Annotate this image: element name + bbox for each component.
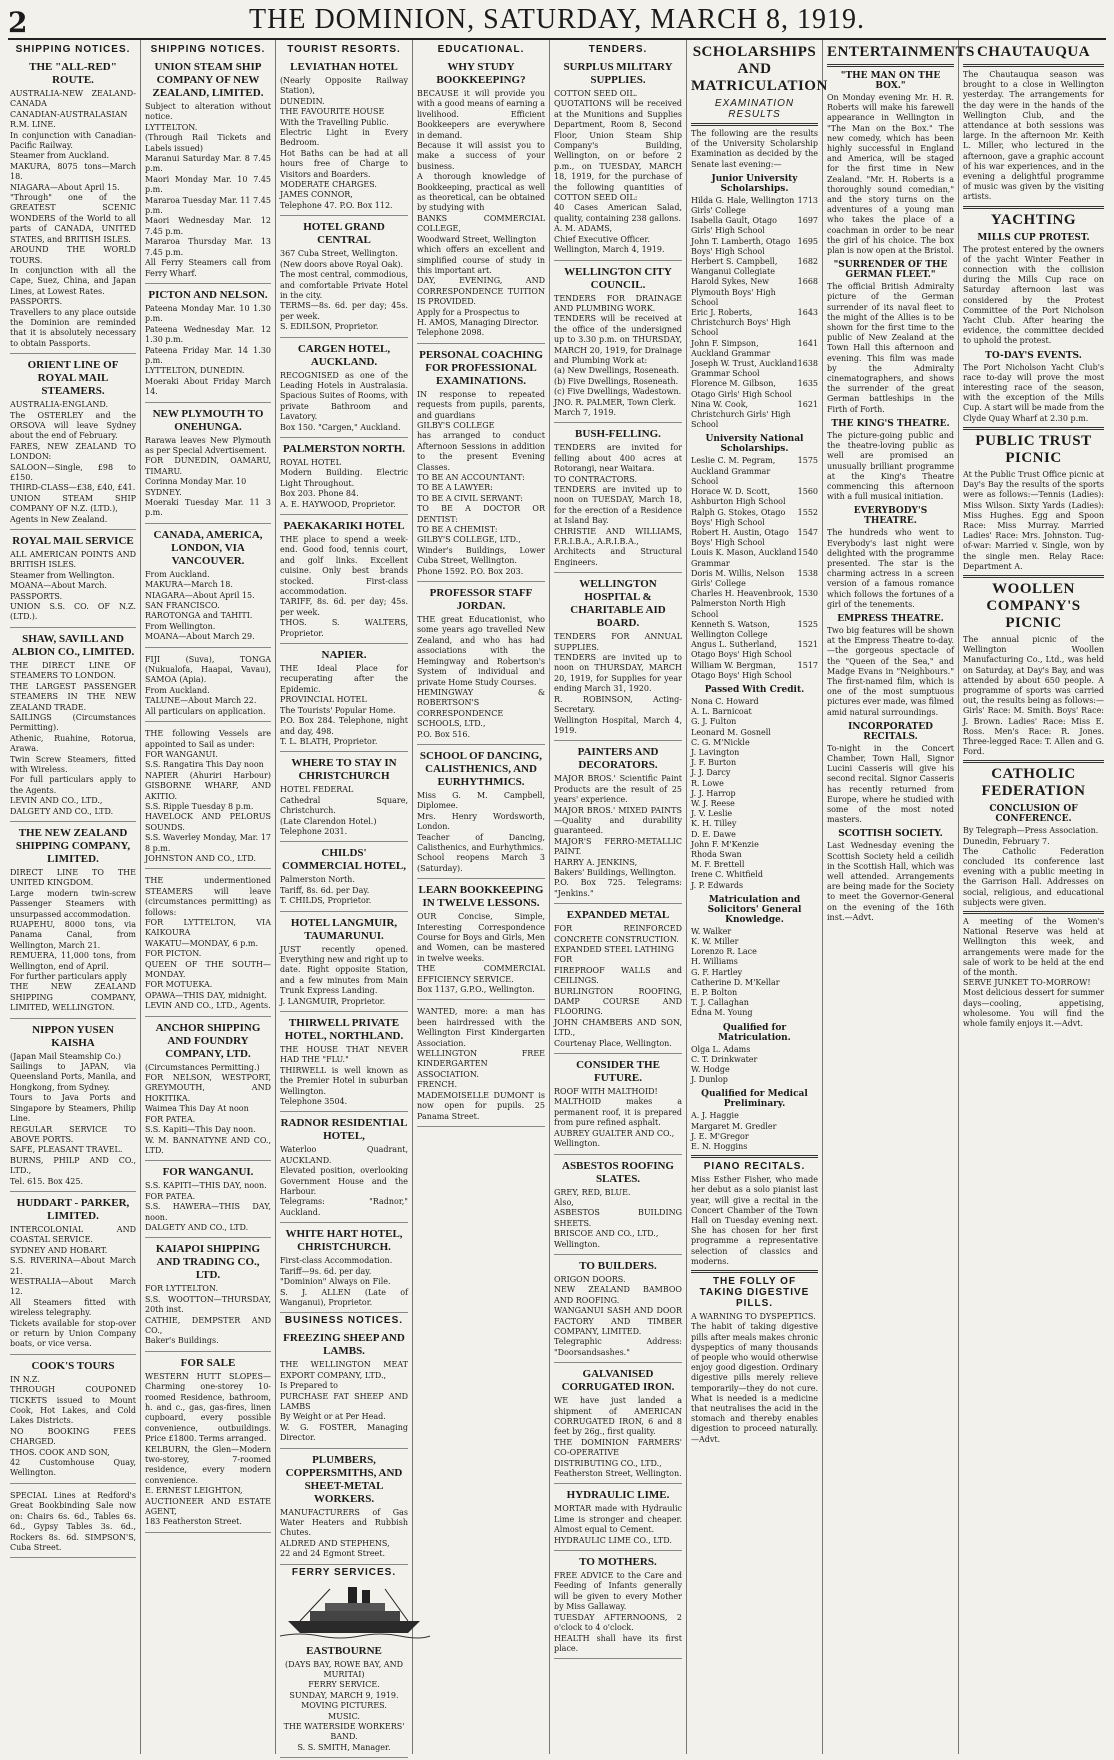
advertisement (554, 58, 682, 261)
ad-body: FIJI (Suva), TONGA (Nukualofa, Haapai, Vavau), SAMOA (Apia). From Auckland. TALUNE—About March 22. All particulars on application. (145, 654, 271, 716)
candidate-marks: 1621 (797, 399, 818, 409)
qualified-matric-heading: Qualified for Matriculation. (718, 1022, 791, 1043)
ad-body: HOTEL FEDERAL Cathedral Square, Christchurch. (Late Clarendon Hotel.) Telephone 2031. (280, 785, 408, 836)
ad-title: NIPPON YUSEN KAISHA (32, 1023, 114, 1049)
ad-body: FREE ADVICE to the Care and Feeding of Infants generally will be given to every Mother by Miss Gallaway. TUESDAY AFTERNOONS, 2 o'clock to 4 o'clock. HEALTH shall have its first place. (554, 1571, 682, 1653)
ad-body: RECOGNISED as one of the Leading Hotels in Australasia. Spacious Suites of Rooms, with private Bathroom and Lavatory. Box 150. "Cargen," Auckland. (280, 370, 408, 432)
advertisement (417, 881, 545, 1000)
ad-title: PROFESSOR STAFF JORDAN. (429, 587, 533, 613)
result-row (691, 216, 818, 236)
public-trust-text: At the Public Trust Office picnic at Day's Bay the results of the sports were as follows:—Tennis (Ladies): Miss Wilson. Sixty Yards (Ladies): Miss Hughes. Egg and Spoon Race: Miss Murray. Married Ladies' Race: Mrs. Johnston. Tug-of-war: Married v. Single, won by the single men. Relay Race: Department A. (963, 469, 1104, 571)
ad-body: WANTED, more: a man has been hairdressed with the Wellington First Kindergarten Association. WELLINGTON FREE KINDERGARTEN ASSOCIATION. FRENCH. MADEMOISELLE DUMONT is now open for pupils. 25 Panama Street. (417, 1007, 545, 1121)
advertisement (554, 1157, 682, 1255)
columns (6, 40, 1108, 1754)
candidate-name: Florence M. Gilbson, Otago Girls' High School (691, 379, 792, 399)
candidate-marks: 1538 (797, 568, 818, 578)
ad-list (417, 58, 545, 1127)
ferry-header: FERRY SERVICES. (291, 1566, 397, 1578)
section-header: TENDERS. (588, 44, 648, 55)
candidate-marks: 1643 (797, 308, 818, 318)
ad-body: OUR Concise, Simple, Interesting Correspondence Course for Boys and Girls, Men and Women, can be mastered in twelve weeks. THE COMMERCIAL EFFICIENCY SERVICE. Box 1137, G.P.O., Wellington. (417, 912, 545, 995)
advertisement (417, 584, 545, 745)
result-row (691, 569, 818, 589)
ad-body: THE Ideal Place for recuperating after the Epidemic. PROVINCIAL HOTEL The Tourists' Popular Home. P.O. Box 284. Telephone, night and day, 498. T. L. BLATH, Proprietor. (280, 664, 408, 746)
ad-title: NAPIER. (321, 649, 367, 662)
candidate-name: William W. Bergman, Otago Boys' High School (691, 660, 792, 680)
result-row (691, 528, 818, 548)
ad-body: JUST recently opened. Everything new and right up to date. Right opposite Station, and a few minutes from Main Trunk Express Landing. J. LANGMUIR, Proprietor. (280, 944, 408, 1006)
advertisement (554, 1056, 682, 1154)
advertisement (417, 1002, 545, 1126)
candidate-name: Joseph W. Trust, Auckland Grammar School (691, 359, 798, 379)
advertisement (280, 1014, 408, 1112)
todays-events-text: The Port Nicholson Yacht Club's race to-day will prove the most interesting race of the season, with the exception of the Mills Cup. A start will be made from the Clyde Quay Wharf at 2.30 p.m. (963, 362, 1104, 423)
german-fleet-heading: "SURRENDER OF THE GERMAN FLEET." (833, 260, 948, 281)
result-row (691, 277, 818, 308)
advertisement (280, 517, 408, 644)
catholic-conference-text: By Telegraph—Press Association. Dunedin, February 7. The Catholic Federation concluded its conference last evening with a public meeting in the Garrison Hall. Addresses on social, religious, and educational subjects were given. (963, 826, 1104, 907)
candidate-marks: 1547 (797, 527, 818, 537)
candidate-name: Hilda G. Hale, Wellington Girls' College (691, 195, 795, 216)
mills-cup-text: The protest entered by the owners of the yacht Winter Feather in connection with the collision during the Mills Cup race on Saturday afternoon last was considered by the Protest Committee of the Port Nicholson Yacht Club. After hearing the evidence, the committee decided to uphold the protest. (963, 244, 1104, 346)
advertisement (554, 575, 682, 741)
ad-body: SPECIAL Lines at Redford's Great Bookbinding Sale now on: Chairs 6s. 6d., Tables 6s. 6d., Gypsy Tables 3s. 6d., Rockers 8s. 6d. SIMPSON'S, Cuba Street. (10, 1490, 136, 1552)
advertisement (280, 440, 408, 515)
ferry-ad-title: EASTBOURNE (306, 1644, 382, 1657)
ad-body: MANUFACTURERS of Gas Water Heaters and Rubbish Chutes. ALDRED AND STEPHENS, 22 and 24 Egmont Street. (280, 1507, 408, 1559)
column-shipping-1 (6, 40, 141, 1754)
result-row (691, 196, 818, 216)
candidate-name: Angus L. Sutherland, Otago Boys' High School (691, 640, 792, 660)
empress-theatre-heading: EMPRESS THEATRE. (837, 613, 944, 624)
mills-cup-heading: MILLS CUP PROTEST. (977, 232, 1090, 243)
ad-title: BUSH-FELLING. (575, 428, 661, 441)
advertisement (280, 844, 408, 911)
candidate-marks: 1552 (797, 507, 818, 517)
result-row (691, 379, 818, 399)
result-row (691, 400, 818, 431)
advertisement (10, 1357, 136, 1484)
ad-body: Miss G. M. Campbell, Diplomee. Mrs. Henry Wordsworth, London. Teacher of Dancing, Calisthenics, and Eurhythmics. School reopens March 3 (Saturday). (417, 790, 545, 873)
candidate-marks: 1560 (797, 487, 818, 497)
ad-title: ANCHOR SHIPPING AND FOUNDRY COMPANY, LTD. (155, 1021, 261, 1060)
ad-title: WELLINGTON CITY COUNCIL. (564, 265, 672, 291)
ad-title: RADNOR RESIDENTIAL HOTEL, (280, 1117, 408, 1143)
ad-body: MAJOR BROS.' Scientific Paint Products are the result of 25 years' experience. MAJOR BROS.' MIXED PAINTS—Quality and durability guaranteed. MAJOR'S FERRO-METALLIC PAINT. HARRY A. JENKINS, Bakers' Buildings, Wellington. P.O. Box 725. Telegrams: "Jenkins." (554, 774, 682, 898)
advertisement (145, 1354, 271, 1533)
advertisement (145, 286, 271, 403)
ad-body: WE have just landed a shipment of AMERICAN CORRUGATED IRON, 6 and 8 feet by 26g., first quality. THE DOMINION FARMERS' CO-OPERATIVE DISTRIBUTING CO., LTD., Featherston Street, Wellington. (554, 1396, 682, 1479)
candidate-name: Ralph G. Stokes, Otago Boys' High School (691, 507, 786, 527)
ad-body: IN response to repeated requests from pupils, parents, and guardians GILBY'S COLLEGE has arranged to conduct Afternoon Sessions in addition to the present Evening Classes. TO BE AN ACCOUNTANT: TO BE A LAWYER: TO BE A CIVIL SERVANT: TO BE A DOCTOR OR DENTIST: TO BE A CHEMIST: GILBY'S COLLEGE, LTD., Winder's Buildings, Lower Cuba Street, Wellington. Phone 1592. P.O. Box 203. (417, 389, 545, 576)
scottish-society-heading: SCOTTISH SOCIETY. (838, 829, 943, 840)
column-chautauqua (959, 40, 1108, 1754)
matric-solicitors-heading: Matriculation and Solicitors' General Knowledge. (707, 894, 802, 925)
advertisement (554, 743, 682, 904)
kings-theatre-text: The picture-going public and the theatre-loving public as well are promised an unusually brilliant programme at the King's Theatre commencing this afternoon with a full musical initiation. (827, 430, 954, 502)
ad-title: COOK'S TOURS (31, 1359, 115, 1372)
advertisement (554, 1257, 682, 1363)
ad-list (10, 58, 136, 1558)
piano-recitals-header: PIANO RECITALS. (703, 1161, 806, 1173)
piano-recitals-text: Miss Esther Fisher, who made her debut as a solo pianist last year, will give a recital in the Concert Chamber of the Town Hall on Tuesday evening next. She has chosen for her first programme a representative selection of classics and moderns. (691, 1175, 818, 1266)
ad-body: DIRECT LINE TO THE UNITED KINGDOM. Large modern twin-screw Passenger Steamers with unsurpassed accommodation. RUAPEHU, 8000 tons, via Panama Canal, from Wellington, March 21. REMUERA, 11,000 tons, from Wellington, end of April. For further particulars apply THE NEW ZEALAND SHIPPING COMPANY, LIMITED, WELLINGTON. (10, 867, 136, 1013)
ad-body: Rarawa leaves New Plymouth as per Special Advertisement. FOR DUNEDIN, OAMARU, TIMARU. Corinna Monday Mar. 10 SYDNEY. Moeraki Tuesday Mar. 11 3 p.m. (145, 435, 271, 518)
column-entertainments (823, 40, 975, 1754)
advertisement (554, 263, 682, 424)
ad-body: THE DIRECT LINE OF STEAMERS TO LONDON. THE LARGEST PASSENGER STEAMERS IN THE NEW ZEALAND TRADE. SAILINGS (Circumstances Permitting). Athenic, Ruahine, Rotorua, Arawa. Twin Screw Steamers, fitted with Wireless. For full particulars apply to the Agents. LEVIN AND CO., LTD., DALGETY AND CO., LTD. (10, 660, 136, 816)
advertisement (417, 58, 545, 344)
advertisement (417, 747, 545, 879)
advertisement (554, 425, 682, 573)
candidate-name: Eric J. Roberts, Christchurch Boys' High School (691, 308, 791, 338)
advertisement (554, 1486, 682, 1551)
ad-title: THE NEW ZEALAND SHIPPING COMPANY, LIMITED. (15, 826, 131, 865)
ad-list (280, 58, 408, 1313)
ad-body: THE great Educationist, who some years ago travelled New Zealand, and who has had associations with the Hemingway and Robertson's System of individual and private Home Study Courses. HEMINGWAY & ROBERTSON'S CORRESPONDENCE SCHOOLS, LTD., P.O. Box 516. (417, 615, 545, 739)
candidate-marks: 1697 (797, 216, 818, 226)
ad-title: PALMERSTON NORTH. (282, 442, 406, 455)
ad-body: THE WELLINGTON MEAT EXPORT COMPANY, LTD., Is Prepared to PURCHASE FAT SHEEP AND LAMBS By Weight or at Per Head. W. G. FOSTER, Managing Director. (280, 1360, 408, 1443)
ad-title: LEVIATHAN HOTEL (290, 61, 398, 73)
candidate-name: Leslie C. M. Pegram, Auckland Grammar School (691, 456, 776, 486)
ad-title: LEARN BOOKKEEPING IN TWELVE LESSONS. (418, 884, 544, 910)
ad-title: WELLINGTON HOSPITAL & CHARITABLE AID BOARD. (570, 578, 666, 630)
ad-title: FOR SALE (180, 1356, 236, 1369)
ad-body: FOR LYTTELTON. S.S. WOOTTON—THURSDAY, 20th inst. CATHIE, DEMPSTER AND CO., Baker's Buildings. (145, 1284, 271, 1346)
ad-body: 367 Cuba Street, Wellington. (New doors above Royal Oak). The most central, commodious, and comfortable Private Hotel in the city. TERMS—8s. 6d. per day; 45s. per week. S. EDILSON, Proprietor. (280, 249, 408, 332)
advertisement (145, 1163, 271, 1238)
chautauqua-text: The Chautauqua season was brought to a close in Wellington yesterday. The arrangements for the day were in the hands of the Wellington Club, and the attendance at both sessions was large. In the afternoon Mr. Keith L. Miller, who lectured in the afternoon, gave a graphic account of his war experiences, and in the evening a delightful programme of music was given by the visiting artists. (963, 70, 1104, 202)
passed-credit-heading: Passed With Credit. (704, 684, 805, 695)
advertisement (10, 356, 136, 530)
ad-title: TO MOTHERS. (579, 1556, 657, 1569)
advertisement (280, 646, 408, 752)
ad-title: SCHOOL OF DANCING, CALISTHENICS, AND EURHYTHMICS. (419, 749, 543, 788)
advertisement (280, 58, 408, 216)
ferry-ad-body: (DAYS BAY, ROWE BAY, AND MURITAI) FERRY SERVICE. SUNDAY, MARCH 9, 1919. MOVING PICTURES. MUSIC. THE WATERSIDE WORKERS' BAND. S. S. SMITH, Manager. (283, 1659, 405, 1752)
column-scholarships (687, 40, 828, 1754)
ad-title: THIRWELL PRIVATE HOTEL, NORTHLAND. (284, 1017, 404, 1042)
result-row (691, 359, 818, 379)
ad-body: WESTERN HUTT SLOPES—Charming one-storey 10-roomed Residence, bathroom, h. and c., gas, gas-fires, linen cupboard, every possible convenience, outbuildings. Price £1800. Terms arranged. KELBURN, the Glen—Modern two-storey, 7-roomed residence, every modern convenience. E. ERNEST LEIGHTON, AUCTIONEER AND ESTATE AGENT, 183 Featherston Street. (145, 1371, 271, 1527)
advertisement (554, 1553, 682, 1659)
matric-solicitors-list: W. Walker K. W. Miller Lorenzo R. Lace H. Williams G. F. Hartley Catherine D. M'Kellar E. P. Bolton T. J. Callaghan Edna M. Young (691, 926, 780, 1018)
advertisement (145, 724, 271, 869)
ad-body: INTERCOLONIAL AND COASTAL SERVICE. SYDNEY AND HOBART. S.S. RIVERINA—About March 21. WESTRALIA—About March 12. All Steamers fitted with wireless telegraphy. Tickets available for stop-over or return by Union Company boats, or vice versa. (10, 1224, 136, 1349)
ad-body: (Circumstances Permitting.) FOR NELSON, WESTPORT, GREYMOUTH, AND HOKITIKA. Waimea This Day At noon FOR PATEA. S.S. Kapiti—This Day noon. W. M. BANNATYNE AND CO., LTD. (145, 1062, 271, 1155)
scholarships-subheadline: EXAMINATION RESULTS (714, 98, 795, 120)
yachting-headline: YACHTING (990, 211, 1077, 228)
kings-theatre-heading: THE KING'S THEATRE. (831, 418, 950, 429)
ad-body: THE following Vessels are appointed to Sail as under: FOR WANGANUI. S.S. Rangatira This Day noon NAPIER (Ahuriri Harbour) GISBORNE WHARF, AND AKITIO. S.S. Ripple Tuesday 8 p.m. HAVELOCK AND PELORUS SOUNDS. S.S. Waverley Monday, Mar. 17 8 p.m. JOHNSTON AND CO., LTD. (145, 729, 271, 863)
ad-title: PICTON AND NELSON. (148, 288, 268, 301)
candidate-name: Charles H. Heavenbrook, Palmerston North High School (691, 589, 794, 619)
candidate-marks: 1530 (797, 589, 818, 599)
ad-body: COTTON SEED OIL. QUOTATIONS will be received at the Munitions and Supplies Department, Room 8, Second Floor, Union Steam Ship Company's Building, Wellington, on or before 2 p.m., on TUESDAY, MARCH 18, 1919, for the purchase of the following quantities of COTTON SEED OIL: 40 Cases American Salad, quality, containing 238 gallons. A. M. ADAMS, Chief Executive Officer. Wellington, March 4, 1919. (554, 89, 682, 255)
ad-title: KAIAPOI SHIPPING AND TRADING CO., LTD. (155, 1243, 261, 1282)
masthead (8, 4, 1106, 40)
advertisement (280, 1225, 408, 1313)
ad-title: THE "ALL-RED" ROUTE. (29, 61, 117, 86)
result-row (691, 508, 818, 528)
ad-title: ORIENT LINE OF ROYAL MAIL STEAMERS. (27, 359, 119, 398)
candidate-marks: 1540 (797, 548, 818, 558)
ad-body: TENDERS FOR DRAINAGE AND PLUMBING WORK. TENDERS will be received at the office of the undersigned up to 3.30 p.m. on THURSDAY, MARCH 20, 1919, for Drainage and Plumbing Work at: (a) New Dwellings, Roseneath. (b) Five Dwellings, Roseneath. (c) Five Dwellings, Wadestown. JNO. R. PALMER, Town Clerk. March 7, 1919. (554, 293, 682, 417)
advertisement (10, 630, 136, 822)
ad-body: Palmerston North. Tariff, 8s. 6d. per Day. T. CHILDS, Proprietor. (280, 875, 372, 906)
ad-title: PLUMBERS, COPPERSMITHS, AND SHEET-METAL WORKERS. (285, 1453, 403, 1505)
candidate-marks: 1638 (797, 359, 818, 369)
ad-body: ORIGON DOORS. NEW ZEALAND BAMBOO AND ROOFING. WANGANUI SASH AND DOOR FACTORY AND TIMBER COMPANY, LIMITED. Telegraphic Address: "Doorsandsashes." (554, 1274, 682, 1357)
result-row (691, 589, 818, 620)
advertisement (145, 1019, 271, 1162)
ad-title: CONSIDER THE FUTURE. (576, 1059, 660, 1085)
man-on-box-heading: "THE MAN ON THE BOX." (840, 71, 941, 91)
misc-notes-text: A meeting of the Women's National Reserve was held at Wellington this week, and arrangements were made for the sale of work to be held at the end of the month. SERVE JUNKET TO-MORROW! Most delicious dessert for summer days—cooling, appetising, wholesome. You will find the whole family enjoys it.—Advt. (963, 916, 1105, 1029)
advertisement (280, 754, 408, 842)
ad-body: GREY, RED, BLUE. Also, ASBESTOS BUILDING SHEETS. BRISCOE AND CO., LTD., Wellington. (554, 1187, 682, 1249)
ad-title: WHERE TO STAY IN CHRISTCHURCH (291, 757, 397, 783)
ad-body: First-class Accommodation. Tariff—9s. 6d. per day. "Dominion" Always on File. S. J. ALLEN (Late of Wanganui), Proprietor. (280, 1256, 408, 1307)
german-fleet-text: The official British Admiralty picture of the German surrender of its naval fleet to the might of the Allies is to be shown for the first time to the public of New Zealand at the Town Hall this afternoon and evening. This film was made by the Admiralty cinematographers, and shows the surrender of the great German battleships in the Firth of Forth. (827, 282, 954, 414)
junior-scholarships-heading: Junior University Scholarships. (711, 173, 798, 194)
result-row (691, 548, 818, 568)
ad-body: ROOF WITH MALTHOID! MALTHOID makes a permanent roof, it is prepared from pure refined asphalt. AUBREY GUALTER AND CO., Wellington. (554, 1087, 682, 1149)
page-number: 2 (8, 6, 28, 39)
ad-title: HYDRAULIC LIME. (566, 1489, 670, 1502)
ad-list (145, 58, 271, 1533)
ad-body: THE HOUSE THAT NEVER HAD THE "FLU." THIRWELL is well known as the Premier Hotel in suburban Wellington. Telephone 3504. (280, 1045, 408, 1107)
ad-title: CANADA, AMERICA, LONDON, VIA VANCOUVER. (153, 528, 263, 567)
result-row (691, 487, 818, 507)
scottish-society-text: Last Wednesday evening the Scottish Society held a ceilidh in the Scottish Hall, which was well attended. Arrangements are being made for the Society to meet the Governor-General on the evening of the 16th inst.—Advt. (827, 841, 954, 922)
ad-body: FOR REINFORCED CONCRETE CONSTRUCTION. EXPANDED STEEL LATHING FOR FIREPROOF WALLS and CEILINGS. BURLINGTON ROOFING, DAMP COURSE AND FLOORING. JOHN CHAMBERS AND SON, LTD., Courtenay Place, Wellington. (554, 924, 682, 1048)
ad-body: AUSTRALIA-ENGLAND. The OSTERLEY and the ORSOVA will leave Sydney about the end of February. FARES, NEW ZEALAND TO LONDON: SALOON—Single, £98 to £150. THIRD-CLASS—£38, £40, £41. UNION STEAM SHIP COMPANY OF N.Z. (LTD.), Agents in New Zealand. (10, 400, 136, 524)
advertisement (145, 405, 271, 524)
qualified-medical-list: A. J. Haggie Margaret M. Gredler J. E. M'Gregor E. N. Hoggins (691, 1111, 777, 1152)
empress-theatre-text: Two big features will be shown at the Empress Theatre to-day.—the gorgeous spectacle of the "Queen of the Sea," and Madge Evans in "Neighbours." The first-named film, which is one of the most sumptuous pictures ever made, was filmed amid natural surroundings. (827, 625, 954, 717)
ad-body: THE undermentioned STEAMERS will leave (circumstances permitting) as follows: FOR LYTTELTON, VIA KAIKOURA WAKATU—MONDAY, 6 p.m. FOR PICTON. QUEEN OF THE SOUTH—MONDAY. FOR MOTUEKA. OPAWA—THIS DAY, midnight. LEVIN AND CO., LTD., Agents. (145, 876, 271, 1011)
advertisement (145, 871, 271, 1016)
catholic-federation-headline: CATHOLIC FEDERATION (981, 766, 1086, 800)
national-scholarships-list (691, 456, 818, 680)
advertisement (280, 914, 408, 1012)
ad-title: HOTEL LANGMUIR, TAUMARUNUI. (290, 916, 398, 942)
advertisement (554, 1365, 682, 1484)
column-shipping-2 (141, 40, 276, 1754)
ad-title: FOR WANGANUI. (162, 1166, 254, 1179)
advertisement (280, 1329, 408, 1448)
result-row (691, 456, 818, 487)
candidate-name: John T. Lamberth, Otago Boys' High School (691, 236, 791, 256)
ad-title: PERSONAL COACHING FOR PROFESSIONAL EXAMINATIONS. (419, 348, 543, 387)
result-row (691, 257, 818, 277)
section-header: EDUCATIONAL. (437, 44, 525, 55)
entertainments-headline: ENTERTAINMENTS (827, 44, 975, 60)
everybodys-theatre-text: The hundreds who went to Everybody's last night were delighted with the programme presented. The star is the charming actress in a screen version of a famous romance which follows the fortunes of a girl of the tenements. (827, 528, 954, 609)
ad-title: TO BUILDERS. (579, 1259, 657, 1272)
ad-body: (Nearly Opposite Railway Station), DUNEDIN. THE FAVOURITE HOUSE With the Travelling Public. Electric Light in Every Bedroom. Hot Baths can be had at all hours free of Charge to Visitors and Boarders. MODERATE CHARGES. JAMES CONNOR, Telephone 47. P.O. Box 112. (280, 76, 408, 210)
candidate-name: Robert H. Austin, Otago Boys' High School (691, 527, 789, 548)
ad-body: Waterloo Quadrant, AUCKLAND. Elevated position, overlooking Government House and the Harbour. Telegrams: "Radnor," Auckland. (280, 1145, 408, 1217)
ad-title: UNION STEAM SHIP COMPANY OF NEW ZEALAND, LIMITED. (152, 61, 264, 99)
ad-body: AUSTRALIA-NEW ZEALAND-CANADA CANADIAN-AUSTRALASIAN R.M. LINE. In conjunction with Canadian-Pacific Railway. Steamer from Auckland. MAKURA, 8075 tons—March 18. NIAGARA—About April 15. "Through" one of the GREATEST SCENIC WONDERS of the World to all parts of CANADA, UNITED STATES, and BRITISH ISLES. AROUND THE WORLD TOURS. In conjunction with all the Cape, Suez, China, and Japan Lines, at Lowest Rates. PASSPORTS. Travellers to any place outside the Dominion are reminded that it is absolutely necessary to obtain Passports. (10, 89, 136, 348)
candidate-marks: 1575 (797, 456, 818, 466)
candidate-name: Kenneth S. Watson, Wellington College (691, 619, 770, 639)
advertisement (145, 526, 271, 648)
candidate-name: Doris M. Willis, Nelson Girls' College (691, 568, 785, 588)
ad-body: IN N.Z. THROUGH COUPONED TICKETS issued to Mount Cook, Hot Lakes, and Cold Lakes Districts. NO BOOKING FEES CHARGED. THOS. COOK AND SON, 42 Customhouse Quay, Wellington. (10, 1374, 136, 1478)
ad-body: From Auckland. MAKURA—March 18. NIAGARA—About April 15. SAN FRANCISCO. RAROTONGA and TAHITI. From Wellington. MOANA—About March 29. (145, 569, 255, 642)
section-header: SHIPPING NOTICES. (150, 44, 266, 55)
result-row (691, 237, 818, 257)
candidate-marks: 1525 (797, 619, 818, 629)
national-scholarships-heading: University National Scholarships. (705, 434, 804, 455)
result-row (691, 661, 818, 681)
candidate-marks: 1668 (797, 277, 818, 287)
public-trust-headline: PUBLIC TRUST PICNIC (975, 432, 1092, 466)
ad-body: TENDERS are invited for felling about 400 acres at Rotorangi, near Waitara. TO CONTRACTORS. TENDERS are invited up to noon on TUESDAY, March 18, for the erection of a Residence at Island Bay. CHRISTIE AND WILLIAMS, F.R.I.B.A., A.R.I.B.A., Architects and Structural Engineers. (554, 443, 682, 567)
candidate-name: Horace W. D. Scott, Ashburton High School (691, 487, 786, 507)
woollen-picnic-headline: WOOLLEN COMPANY'S PICNIC (986, 580, 1081, 631)
candidate-marks: 1695 (797, 236, 818, 246)
candidate-marks: 1682 (797, 257, 818, 267)
result-row (691, 339, 818, 359)
ad-body: Subject to alteration without notice. LYTTELTON. (Through Rail Tickets and Labels issued) Maranui Saturday Mar. 8 7.45 p.m. Maori Monday Mar. 10 7.45 p.m. Mararoa Tuesday Mar. 11 7.45 p.m. Maori Wednesday Mar. 12 7.45 p.m. Mararoa Thursday Mar. 13 7.45 p.m. All Ferry Steamers call from Ferry Wharf. (145, 102, 271, 278)
digestive-pills-text: A WARNING TO DYSPEPTICS. The habit of taking digestive pills after meals makes chronic dyspeptics of many thousands of people who would otherwise enjoy good digestion. Ordinary digestive pills merely relieve temporarily—they do not cure. What is needed is a medicine that neutralises the acid in the stomach and thereby enables digestion to proceed naturally.—Advt. (691, 1312, 818, 1444)
ad-title: CARGEN HOTEL, AUCKLAND. (297, 342, 391, 368)
column-tenders (550, 40, 687, 1754)
ad-title: SURPLUS MILITARY SUPPLIES. (563, 61, 673, 86)
everybodys-theatre-heading: EVERYBODY'S THEATRE. (853, 506, 928, 527)
candidate-marks: 1641 (797, 338, 818, 348)
ad-body: THE place to spend a week-end. Good food, tennis court, and golf links. Excellent cuisine. Only best brands stocked. First-class accommodation. TARIFF, 8s. 6d. per day; 45s. per week. THOS. S. WALTERS, Proprietor. (280, 535, 408, 638)
woollen-picnic-text: The annual picnic of the Wellington Woollen Manufacturing Co., Ltd., was held on Saturday, at Day's Bay, and was attended by about 650 people. A programme of sports was carried out, the results being as follows:—Girls' Race: M. Smith. Boys' Race: J. Brown. Ladies' Race: Miss E. Ross. Men's Race: R. Jones. Three-legged Race: T. Allen and G. Ford. (963, 634, 1104, 757)
ad-title: EXPANDED METAL (566, 909, 670, 922)
ferry-ad (280, 1642, 408, 1759)
advertisement (10, 824, 136, 1019)
advertisement (417, 346, 545, 582)
candidate-name: Harold Sykes, New Plymouth Boys' High School (691, 277, 776, 307)
digestive-pills-header: THE FOLLY OF TAKING DIGESTIVE PILLS. (699, 1276, 810, 1310)
ad-title: PAINTERS AND DECORATORS. (577, 746, 659, 772)
newspaper-title: THE DOMINION, SATURDAY, MARCH 8, 1919. (249, 4, 865, 35)
man-on-box-text: On Monday evening Mr. H. R. Roberts will make his farewell appearance in Wellington in "The Man on the Box." The new comedy, which has been highly successful in England and America, will be staged for the first time in New Zealand. "Mr. H. Roberts is a thoroughly sound comedian," and the story turns on the adventures of a young man who takes the place of a coachman in order to be near the girl of his choice. The box plan is now open at the Bristol. (827, 93, 954, 256)
result-row (691, 308, 818, 339)
candidate-marks: 1517 (797, 660, 818, 670)
advertisement (554, 906, 682, 1054)
candidate-name: Louis K. Mason, Auckland Grammar (691, 548, 797, 568)
ad-body: ALL AMERICAN POINTS AND BRITISH ISLES. Steamer from Wellington. MOANA—About March. PASSPORTS. UNION S.S. CO. OF N.Z. (LTD.). (10, 550, 136, 622)
advertisement (145, 1240, 271, 1351)
result-row (691, 620, 818, 640)
advertisement (280, 1114, 408, 1223)
ad-body: BECAUSE it will provide you with a good means of earning a livelihood. Efficient Bookkeepers are everywhere in demand. Because it will assist you to make a success of your business. A thorough knowledge of Bookkeeping, practical as well as theoretical, can be obtained by studying with BANKS COMMERCIAL COLLEGE, Woodward Street, Wellington which offers an excellent and simplified course of study in this important art. DAY, EVENING, AND CORRESPONDENCE TUITION IS PROVIDED. Apply for a Prospectus to H. AMOS, Managing Director. Telephone 2098. (417, 89, 545, 338)
candidate-name: Nina W. Cook, Christchurch Girls' High School (691, 399, 791, 430)
advertisement (145, 58, 271, 284)
incorporated-recitals-heading: INCORPORATED RECITALS. (848, 721, 933, 742)
candidate-name: Isabella Gault, Otago Girls' High School (691, 216, 777, 236)
advertisement (10, 1194, 136, 1355)
ad-title: CHILDS' COMMERCIAL HOTEL, (281, 847, 407, 873)
catholic-conference-heading: CONCLUSION OF CONFERENCE. (989, 804, 1078, 825)
ad-title: FREEZING SHEEP AND LAMBS. (283, 1332, 405, 1358)
ad-body: MORTAR made with Hydraulic Lime is stronger and cheaper. Almost equal to Cement. HYDRAULIC LIME CO., LTD. (554, 1504, 682, 1545)
qualified-medical-heading: Qualified for Medical Preliminary. (701, 1089, 808, 1110)
ad-title: ASBESTOS ROOFING SLATES. (562, 1159, 674, 1185)
ad-title: ROYAL MAIL SERVICE (12, 535, 134, 548)
passed-credit-list: Nona C. Howard A. L. Barnicoat G. J. Fulton Leonard M. Gosnell C. G. M'Nickle J. Lavington J. F. Burton J. J. Darcy R. Lowe J. J. Harrop W. J. Reese J. V. Leslie K. H. Tilley D. E. Dawe John F. M'Kenzie Rhoda Swan M. F. Brettell Irene C. Whitfield J. P. Edwards (691, 696, 771, 890)
advertisement (10, 532, 136, 628)
junior-scholarships-list (691, 196, 818, 431)
candidate-name: Herbert S. Campbell, Wanganui Collegiate (691, 257, 778, 277)
advertisement (280, 1451, 408, 1565)
section-header: TOURIST RESORTS. (287, 44, 401, 55)
advertisement (145, 650, 271, 722)
ad-body: ROYAL HOTEL Modern Building. Electric Light Throughout. Box 203. Phone 84. A. E. HAYWOOD, Proprietor. (280, 457, 408, 509)
ad-title: WHY STUDY BOOKKEEPING? (436, 61, 526, 86)
candidate-marks: 1521 (797, 640, 818, 650)
ad-list (280, 1329, 408, 1564)
ad-title: PAEKAKARIKI HOTEL (283, 520, 405, 532)
scholarships-intro: The following are the results of the University Scholarship Examination as decided by the Senate last evening:— (691, 129, 818, 169)
candidate-marks: 1635 (797, 379, 818, 389)
section-header: SHIPPING NOTICES. (15, 44, 131, 55)
scholarships-headline: SCHOLARSHIPS AND MATRICULATION (691, 44, 828, 94)
ad-title: WHITE HART HOTEL, CHRISTCHURCH. (285, 1228, 403, 1254)
candidate-name: John F. Simpson, Auckland Grammar (691, 338, 771, 358)
result-row (691, 640, 818, 660)
ad-title: HUDDART - PARKER, LIMITED. (16, 1196, 130, 1222)
ad-body: (Japan Mail Steamship Co.) Sailings to JAPAN, via Queensland Ports, Manila, and Hongkong, from Sydney. Tours to Java Ports and Singapore by Steamers, Philip Line. REGULAR SERVICE TO ABOVE PORTS. SAFE, PLEASANT TRAVEL. BURNS, PHILP AND CO., LTD., Tel. 615. Box 425. (10, 1051, 136, 1186)
ad-body: Pateena Monday Mar. 10 1.30 p.m. Pateena Wednesday Mar. 12 1.30 p.m. Pateena Friday Mar. 14 1.30 p.m. LYTTELTON, DUNEDIN. Moeraki About Friday March 14. (145, 303, 271, 397)
chautauqua-headline: CHAUTAUQUA (976, 44, 1091, 60)
advertisement (280, 340, 408, 438)
qualified-matric-list: Olga L. Adams C. T. Drinkwater W. Hodge J. Dunlop (691, 1044, 758, 1085)
advertisement (10, 58, 136, 354)
ad-list (554, 58, 682, 1659)
column-educational (413, 40, 550, 1754)
ad-title: HOTEL GRAND CENTRAL (303, 221, 385, 247)
ad-title: NEW PLYMOUTH TO ONEHUNGA. (152, 407, 264, 433)
ferry-steamer-illustration (280, 1581, 430, 1639)
column-tourist (276, 40, 413, 1754)
ad-title: GALVANISED CORRUGATED IRON. (561, 1368, 675, 1394)
todays-events-heading: TO-DAY'S EVENTS. (985, 350, 1082, 361)
advertisement (280, 218, 408, 337)
candidate-marks: 1713 (797, 195, 818, 205)
business-header: BUSINESS NOTICES. (284, 1315, 404, 1327)
advertisement (10, 1486, 136, 1558)
ad-body: S.S. KAPITI—THIS DAY, noon. FOR PATEA. S.S. HAWERA—THIS DAY, noon. DALGETY AND CO., LTD. (145, 1181, 271, 1232)
incorporated-recitals-text: To-night in the Concert Chamber, Town Hall, Signor Lucini Casseris will give his second recital. Signor Casseris has recently returned from Europe, where he studied with some of the most noted masters. (827, 743, 954, 825)
advertisement (10, 1021, 136, 1192)
ad-body: TENDERS FOR ANNUAL SUPPLIES. TENDERS are invited up to noon on THURSDAY, MARCH 20, 1919, for Supplies for year ending March 31, 1920. R. ROBINSON, Acting-Secretary. Wellington Hospital, March 4, 1919. (554, 632, 682, 735)
ad-title: SHAW, SAVILL AND ALBION CO., LIMITED. (11, 632, 135, 658)
